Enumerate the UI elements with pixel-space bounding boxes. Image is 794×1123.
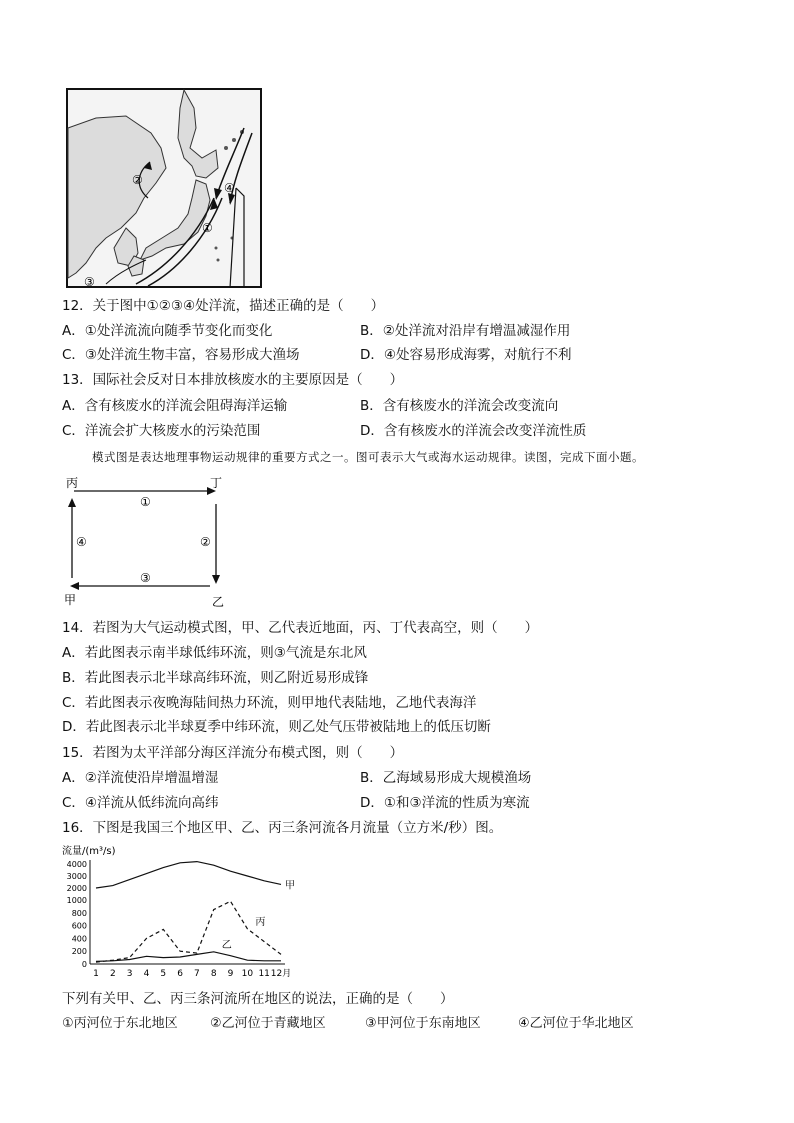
model-label-bing: 丙 — [66, 476, 79, 490]
model-arrow-1: ① — [140, 495, 151, 509]
q16-option-4[interactable]: ④乙河位于华北地区 — [518, 1016, 634, 1031]
ocean-current-map — [66, 88, 262, 288]
model-diagram — [62, 474, 232, 610]
chart-xtick: 10 — [241, 969, 254, 979]
q12-option-b[interactable]: B．②处洋流对沿岸有增温减湿作用 — [360, 323, 571, 339]
model-arrow-4: ④ — [76, 535, 87, 549]
q13-option-a[interactable]: A．含有核废水的洋流会阻碍海洋运输 — [62, 398, 288, 414]
q14-option-b[interactable]: B．若此图表示北半球高纬环流，则乙附近易形成锋 — [62, 670, 369, 686]
model-label-jia: 甲 — [64, 593, 77, 607]
q16-option-1[interactable]: ①丙河位于东北地区 — [62, 1016, 178, 1031]
chart-series-甲 — [96, 862, 281, 888]
chart-ytick: 800 — [71, 908, 87, 918]
chart-ytick: 200 — [71, 947, 87, 957]
q16-option-2[interactable]: ②乙河位于青藏地区 — [210, 1016, 326, 1031]
q14-option-d[interactable]: D．若此图表示北半球夏季中纬环流，则乙处气压带被陆地上的低压切断 — [62, 719, 491, 735]
chart-ytick: 600 — [71, 921, 87, 931]
chart-xtick: 4 — [143, 969, 150, 979]
q12-option-a[interactable]: A．①处洋流流向随季节变化而变化 — [62, 323, 273, 339]
q13-option-d[interactable]: D．含有核废水的洋流会改变洋流性质 — [360, 423, 587, 439]
chart-xtick: 6 — [177, 969, 183, 979]
chart-xtick: 7 — [194, 969, 200, 979]
chart-xtick: 3 — [126, 969, 133, 979]
chart-xtick: 11 — [258, 969, 270, 979]
map-label-3: ③ — [84, 275, 95, 288]
chart-ytick: 3000 — [66, 872, 87, 881]
chart-xtick: 5 — [160, 969, 167, 979]
chart-ytick: 400 — [71, 934, 87, 944]
q13-option-c[interactable]: C．洋流会扩大核废水的污染范围 — [62, 423, 261, 439]
q16-stem: 16．下图是我国三个地区甲、乙、丙三条河流各月流量（立方米/秒）图。 — [62, 820, 503, 836]
chart-xtick: 1 — [93, 969, 99, 979]
chart-series-label: 乙 — [221, 939, 232, 951]
chart-xtick: 9 — [227, 969, 234, 979]
model-label-yi: 乙 — [212, 595, 225, 609]
q14-stem: 14．若图为大气运动模式图，甲、乙代表近地面，丙、丁代表高空，则（ ） — [62, 620, 539, 636]
chart-ytick: 1000 — [66, 896, 87, 905]
chart-xtick: 12月 — [270, 969, 292, 979]
map-label-1: ① — [202, 221, 213, 235]
q15-option-c[interactable]: C．④洋流从低纬流向高纬 — [62, 795, 219, 811]
q12-stem: 12．关于图中①②③④处洋流，描述正确的是（ ） — [62, 298, 385, 314]
chart-ytick: 4000 — [66, 860, 87, 869]
chart-ytick: 2000 — [66, 884, 87, 893]
map-label-4: ④ — [224, 181, 235, 195]
chart-ytick: 0 — [81, 960, 87, 969]
q16-option-3[interactable]: ③甲河位于东南地区 — [365, 1016, 481, 1031]
model-label-ding: 丁 — [210, 476, 223, 490]
q14-option-c[interactable]: C．若此图表示夜晚海陆间热力环流，则甲地代表陆地，乙地代表海洋 — [62, 695, 477, 711]
q12-option-c[interactable]: C．③处洋流生物丰富，容易形成大渔场 — [62, 347, 300, 363]
q15-stem: 15．若图为太平洋部分海区洋流分布模式图，则（ ） — [62, 745, 404, 761]
model-arrow-2: ② — [200, 535, 211, 549]
chart-series-丙 — [96, 901, 281, 962]
q12-option-d[interactable]: D．④处容易形成海雾，对航行不利 — [360, 347, 572, 363]
q16-question: 下列有关甲、乙、丙三条河流所在地区的说法，正确的是（ ） — [62, 991, 454, 1007]
chart-series-乙 — [96, 952, 281, 962]
chart-series-label: 丙 — [255, 916, 266, 928]
chart-ylabel: 流量/(m³/s) — [62, 846, 116, 857]
map-label-2: ② — [132, 173, 143, 187]
q13-option-b[interactable]: B．含有核废水的洋流会改变流向 — [360, 398, 559, 414]
intro-text: 模式图是表达地理事物运动规律的重要方式之一。图可表示大气或海水运动规律。读图，完成下面小题。 — [92, 450, 644, 464]
q15-option-d[interactable]: D．①和③洋流的性质为寒流 — [360, 795, 530, 811]
river-flow-chart — [60, 842, 320, 982]
q14-option-a[interactable]: A．若此图表示南半球低纬环流，则③气流是东北风 — [62, 645, 367, 661]
chart-xtick: 2 — [109, 969, 116, 979]
q15-option-a[interactable]: A．②洋流使沿岸增温增湿 — [62, 770, 219, 786]
chart-series-label: 甲 — [285, 880, 295, 892]
chart-xtick: 8 — [210, 969, 217, 979]
model-arrow-3: ③ — [140, 571, 151, 585]
q15-option-b[interactable]: B．乙海域易形成大规模渔场 — [360, 770, 532, 786]
q13-stem: 13．国际社会反对日本排放核废水的主要原因是（ ） — [62, 372, 404, 388]
